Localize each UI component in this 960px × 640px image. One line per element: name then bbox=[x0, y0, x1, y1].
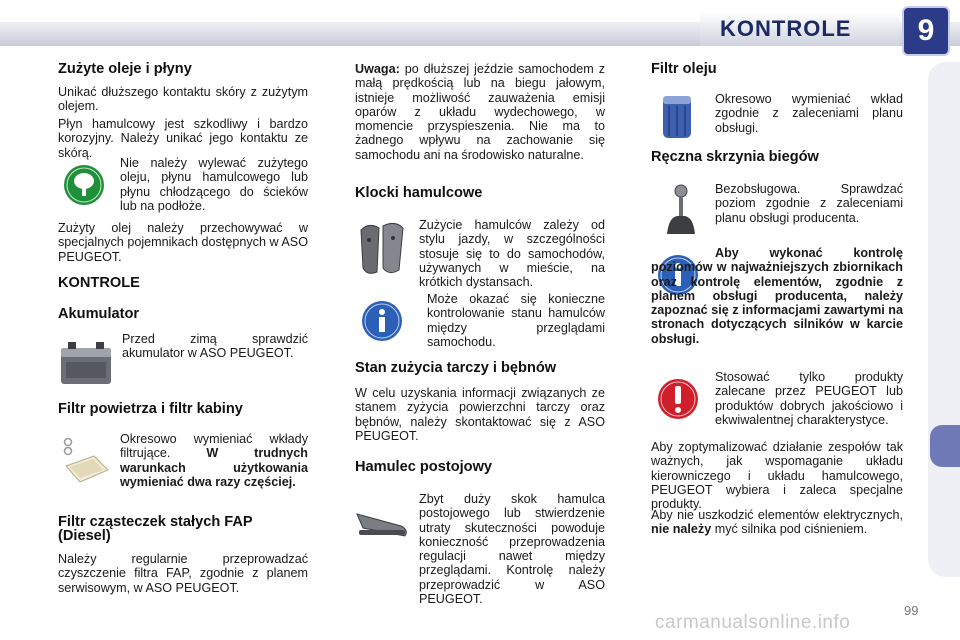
paragraph-electrical bbox=[651, 508, 903, 537]
section-heading-oil-filter: Filtr oleju bbox=[651, 61, 717, 77]
environment-tree-icon bbox=[63, 164, 105, 206]
paragraph-products: Stosować tylko produkty zalecane przez PEUGEOT lub produktów dobrych jakościowo i ekwiwalentnej charakterystyce. bbox=[715, 370, 903, 427]
paragraph-discs: W celu uzyskania informacji związanych ze stanem zyżycia powierzchni tarczy oraz bębnów, należy skontaktować się z ASO PEUGEOT. bbox=[355, 386, 605, 443]
electrical-text-a: Aby nie uszkodzić elementów elektrycznych, bbox=[651, 508, 903, 522]
section-heading-gearbox: Ręczna skrzynia biegów bbox=[651, 149, 819, 165]
section-heading-checks: KONTROLE bbox=[58, 275, 140, 291]
paragraph-brake-check: Może okazać się konieczne kontrolowanie stanu hamulców między przeglądami samochodu. bbox=[427, 292, 605, 349]
parking-brake-icon bbox=[355, 498, 413, 542]
paragraph-oil-filter: Okresowo wymieniać wkład zgodnie z zaleceniami planu obsługi. bbox=[715, 92, 903, 135]
paragraph-note bbox=[355, 62, 605, 162]
air-filter-bold-text: W trudnych warunkach użytkowania wymieniać dwa razy częściej. bbox=[120, 446, 309, 489]
section-heading-used-oils: Zużyte oleje i płyny bbox=[58, 61, 192, 77]
watermark: carmanualsonline.info bbox=[655, 612, 851, 633]
column-right bbox=[651, 60, 903, 610]
info-icon bbox=[361, 300, 403, 342]
section-heading-brake-pads: Klocki hamulcowe bbox=[355, 185, 483, 201]
electrical-text-bold: nie należy bbox=[651, 522, 712, 537]
paragraph: Płyn hamulcowy jest szkodliwy i bardzo korozyjny. Należy unikać jego kontaktu ze skórą. bbox=[58, 117, 308, 160]
note-text: po dłuższej jeździe samochodem z małą prędkością lub na biegu jałowym, istnieje możliwość zauważenia emisji oparów z układu wydechowego, w momencie przyspieszenia. Nie ma to żadnego wpływu na zachowanie się samochodu ani na środowisko naturalne. bbox=[355, 62, 605, 162]
paragraph-battery: Przed zimą sprawdzić akumulator w ASO PEUGEOT. bbox=[122, 332, 308, 361]
section-heading-discs-drums: Stan zużycia tarczy i bębnów bbox=[355, 360, 557, 376]
side-navigation-rail bbox=[928, 62, 960, 577]
warning-exclamation-icon bbox=[657, 378, 699, 420]
paragraph-optimize: Aby zoptymalizować działanie zespołów tak ważnych, jak wspomaganie układu kierowniczego i układu hamulcowego, PEUGEOT wybiera i zaleca specjalne produkty. bbox=[651, 440, 903, 512]
paragraph-fap: Należy regularnie przeprowadzać czyszczenie filtra FAP, zgodnie z planem serwisowym, w ASO PEUGEOT. bbox=[58, 552, 308, 595]
note-label: Uwaga: bbox=[355, 62, 400, 76]
section-heading-fap-filter: Filtr cząsteczek stałych FAP (Diesel) bbox=[58, 514, 253, 545]
air-filter-text: Okresowo wymieniać wkłady filtrujące. bbox=[120, 432, 308, 461]
active-chapter-tab[interactable] bbox=[930, 425, 960, 467]
air-filter-icon bbox=[60, 436, 110, 484]
paragraph-disposal: Nie należy wylewać zużytego oleju, płynu hamulcowego lub płynu chłodzącego do ścieków lub na podłoże. bbox=[120, 156, 308, 213]
paragraph: Zużyty olej należy przechowywać w specjalnych pojemnikach dostępnych w ASO PEUGEOT. bbox=[58, 221, 308, 264]
section-heading-air-filter: Filtr powietrza i filtr kabiny bbox=[58, 401, 243, 417]
paragraph-gearbox: Bezobsługowa. Sprawdzać poziom zgodnie z zaleceniami planu obsługi producenta. bbox=[715, 182, 903, 225]
electrical-text-c: myć silnika pod ciśnieniem. bbox=[714, 522, 868, 537]
section-heading-parking-brake: Hamulec postojowy bbox=[355, 459, 493, 475]
chapter-number-badge: 9 bbox=[902, 6, 950, 56]
page-title: KONTROLE bbox=[720, 16, 852, 41]
paragraph-air-filter bbox=[120, 432, 308, 489]
paragraph: Unikać dłuższego kontaktu skóry z zużytym olejem. bbox=[58, 85, 308, 114]
paragraph-brake-wear: Zużycie hamulców zależy od stylu jazdy, w szczególności stosuje się to do samochodów, używanych w mieście, na krótkich dystansach. bbox=[419, 218, 605, 290]
column-middle bbox=[355, 60, 605, 610]
gear-lever-icon bbox=[661, 182, 701, 238]
column-left bbox=[58, 60, 308, 610]
paragraph-parking-brake: Zbyt duży skok hamulca postojowego lub stwierdzenie utraty skuteczności powoduje konieczność przeprowadzenia regulacji nawet między przeglądami. Kontrolę należy przeprowadzić w ASO PEUGEOT. bbox=[419, 492, 605, 607]
oil-filter-icon bbox=[657, 90, 697, 142]
page-number: 99 bbox=[904, 603, 919, 618]
paragraph-maintenance-info: Aby wykonać kontrolę poziomów w najważniejszych zbiornikach oraz kontrolę elementów, zgodnie z planem obsługi producenta, należy zapoznać się z informacjami zawartymi na stronach dotyczących silników w karcie obsługi. bbox=[651, 246, 903, 346]
section-heading-battery: Akumulator bbox=[58, 306, 140, 322]
brake-pads-icon bbox=[357, 220, 407, 278]
battery-icon bbox=[58, 336, 114, 388]
